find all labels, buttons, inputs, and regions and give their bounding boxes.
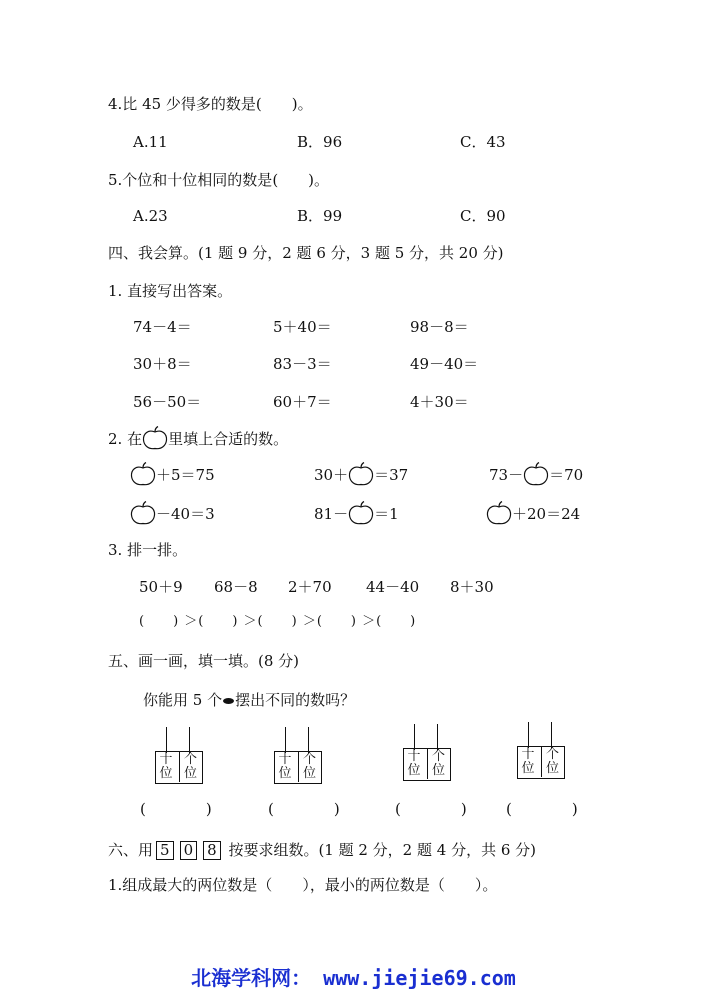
section-4-heading: 四、我会算。(1 题 9 分，2 题 6 分，3 题 5 分，共 20 分) <box>108 244 504 262</box>
order-expr: 68－8 <box>214 578 258 596</box>
calc-item: 49－40＝ <box>410 355 479 373</box>
calc-item: 5＋40＝ <box>273 318 332 336</box>
apple-icon <box>348 501 374 525</box>
q4-option-a: A.11 <box>133 133 168 151</box>
apple-equation: ＋5＝75 <box>130 464 215 488</box>
footer-watermark: 北海学科网： www.jiejie69.com <box>191 966 516 990</box>
apple-icon <box>142 426 168 450</box>
part-2-title: 2. 在 里填上合适的数。 <box>108 428 288 452</box>
order-expr: 50＋9 <box>139 578 183 596</box>
digit-card: 5 <box>156 841 174 860</box>
q4-option-b: B．96 <box>297 133 343 151</box>
q5-option-c: C．90 <box>460 207 506 225</box>
q5-option-b: B．99 <box>297 207 343 225</box>
apple-equation: －40＝3 <box>130 503 215 527</box>
apple-equation: 73－ ＝70 <box>489 464 583 488</box>
part-1-title: 1. 直接写出答案。 <box>108 282 233 300</box>
abacus: 十位 个位 <box>517 722 565 782</box>
apple-equation: 30＋ ＝37 <box>314 464 408 488</box>
order-expr: 44－40 <box>366 578 420 596</box>
apple-icon <box>130 462 156 486</box>
section-6-heading: 六、用 5 0 8 按要求组数。(1 题 2 分，2 题 4 分，共 6 分) <box>108 841 537 859</box>
apple-icon <box>348 462 374 486</box>
section-5-heading: 五、画一画，填一填。(8 分) <box>108 652 300 670</box>
calc-item: 74－4＝ <box>133 318 192 336</box>
answer-blank: ( ) <box>506 800 578 818</box>
q5-option-a: A.23 <box>133 207 168 225</box>
q4-option-c: C．43 <box>460 133 506 151</box>
question-4: 4.比 45 少得多的数是( )。 <box>108 95 313 113</box>
apple-equation: ＋20＝24 <box>486 503 580 527</box>
section-6-question-1: 1.组成最大的两位数是（ ），最小的两位数是（ ）。 <box>108 876 498 894</box>
answer-blank: ( ) <box>395 800 467 818</box>
calc-item: 30＋8＝ <box>133 355 192 373</box>
apple-equation: 81－ ＝1 <box>314 503 399 527</box>
apple-icon <box>523 462 549 486</box>
calc-item: 83－3＝ <box>273 355 332 373</box>
answer-blank: ( ) <box>140 800 212 818</box>
calc-item: 98－8＝ <box>410 318 469 336</box>
abacus: 十位 个位 <box>403 724 451 784</box>
abacus: 十位 个位 <box>274 727 322 787</box>
digit-card: 8 <box>203 841 221 860</box>
calc-item: 56－50＝ <box>133 393 202 411</box>
apple-icon <box>130 501 156 525</box>
order-expr: 8＋30 <box>450 578 494 596</box>
calc-item: 60＋7＝ <box>273 393 332 411</box>
answer-blank: ( ) <box>268 800 340 818</box>
section-5-question: 你能用 5 个 摆出不同的数吗？ <box>143 691 356 709</box>
order-blanks: ( ) ＞( ) ＞( ) ＞( ) ＞( ) <box>139 614 417 629</box>
abacus: 十位 个位 <box>155 727 203 787</box>
calc-item: 4＋30＝ <box>410 393 469 411</box>
apple-icon <box>486 501 512 525</box>
question-5: 5.个位和十位相同的数是( )。 <box>108 171 330 189</box>
digit-card: 0 <box>180 841 198 860</box>
order-expr: 2＋70 <box>288 578 332 596</box>
part-3-title: 3. 排一排。 <box>108 541 188 559</box>
bead-icon <box>223 698 234 704</box>
